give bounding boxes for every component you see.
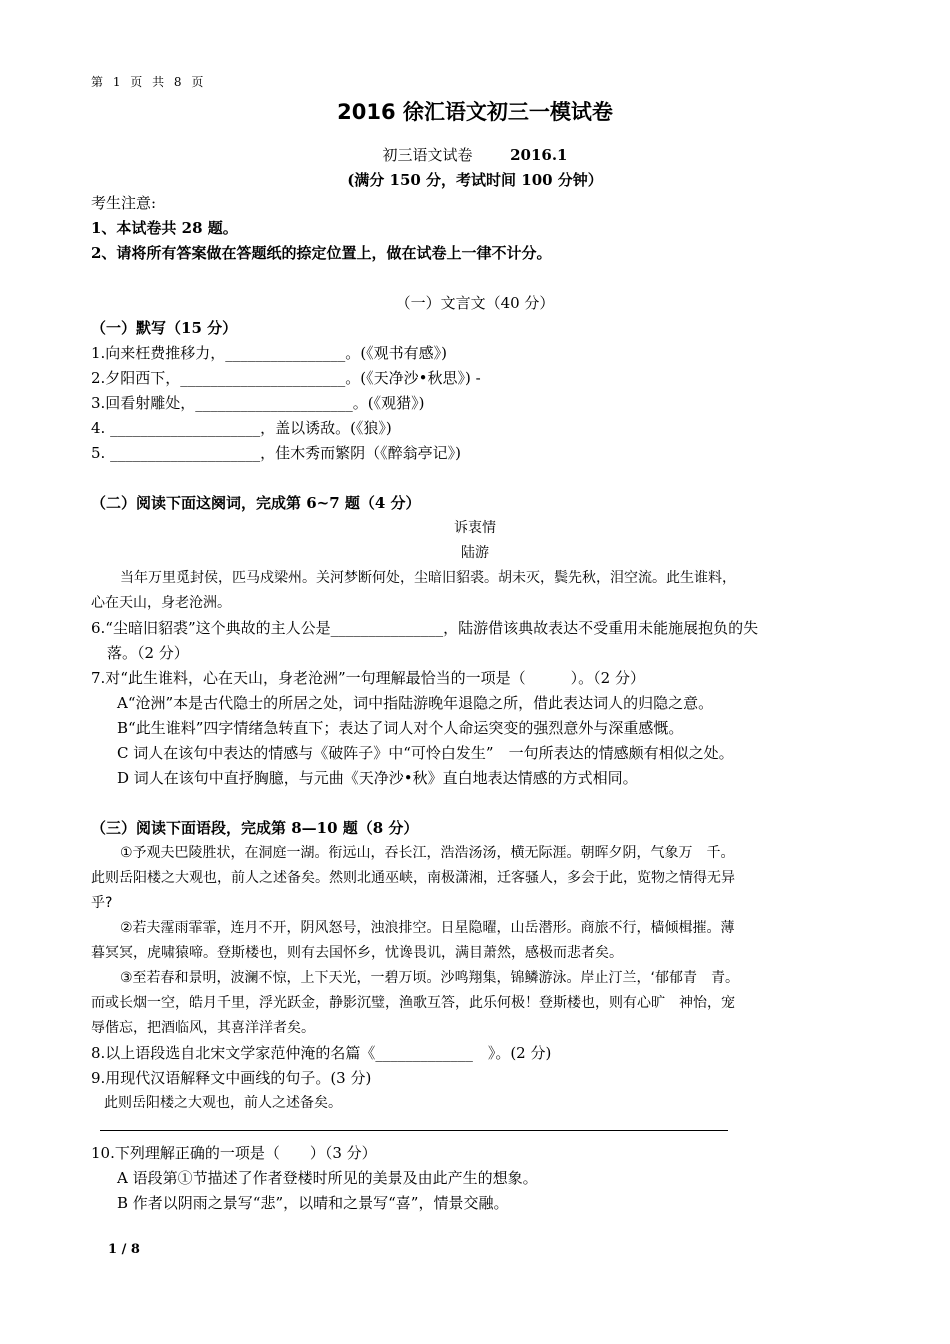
full-score: (满分 150 分，考试时间 100 分钟） xyxy=(347,171,603,189)
part-3-heading: （三）阅读下面语段，完成第 8—10 题（8 分） xyxy=(91,819,419,837)
subtitle-label: 初三语文试卷 xyxy=(382,146,473,164)
question-4: 4. ____________________，盖以诱敌。(《狼》) xyxy=(91,419,392,437)
passage-1-line-3: 乎? xyxy=(91,895,113,911)
poem-line-2: 心在天山，身老沧洲。 xyxy=(91,595,231,611)
passage-2-line-2: 暮冥冥，虎啸猿啼。登斯楼也，则有去国怀乡，忧谗畏讥，满目萧然，感极而悲者矣。 xyxy=(91,945,623,961)
exam-title: 2016 徐汇语文初三一模试卷 xyxy=(337,100,613,124)
part-1-heading: （一）默写（15 分） xyxy=(91,319,238,337)
question-7-option-d: D 词人在该句中直抒胸臆，与元曲《天净沙•秋》直白地表达情感的方式相同。 xyxy=(117,769,638,787)
answer-line xyxy=(100,1130,728,1131)
exam-subtitle xyxy=(0,145,950,165)
question-9: 9.用现代汉语解释文中画线的句子。(3 分) xyxy=(91,1069,372,1087)
section-1-title: （一）文言文（40 分） xyxy=(395,294,555,312)
question-10-option-b: B 作者以阴雨之景写“悲”，以晴和之景写“喜”，情景交融。 xyxy=(117,1194,509,1212)
question-8: 8.以上语段选自北宋文学家范仲淹的名篇《_____________ 》。(2 分) xyxy=(91,1044,552,1062)
question-7-option-b: B“此生谁料”四字情绪急转直下；表达了词人对个人命运突变的强烈意外与深重感慨。 xyxy=(117,719,684,737)
question-6-cont: 落。（2 分） xyxy=(107,644,189,662)
passage-2-line-1: ②若夫霪雨霏霏，连月不开，阴风怒号，浊浪排空。日星隐曜，山岳潜形。商旅不行，樯倾楫摧。薄 xyxy=(120,920,735,936)
passage-3-line-3: 辱偕忘，把酒临风，其喜洋洋者矣。 xyxy=(91,1020,315,1036)
question-10: 10.下列理解正确的一项是（ ）（3 分） xyxy=(91,1144,377,1162)
poem-line-1: 当年万里觅封侯，匹马戍梁州。关河梦断何处，尘暗旧貂裘。胡未灭，鬓先秋，泪空流。此生谁料， xyxy=(120,570,736,586)
poem-title: 诉衷情 xyxy=(454,520,496,536)
page-number: 1 / 8 xyxy=(108,1242,140,1257)
question-2: 2.夕阳西下，______________________。(《天净沙•秋思》) - xyxy=(91,369,481,387)
part-2-heading: （二）阅读下面这阕词，完成第 6~7 题（4 分） xyxy=(91,494,421,512)
question-10-option-a: A 语段第①节描述了作者登楼时所见的美景及由此产生的想象。 xyxy=(117,1169,538,1187)
passage-3-line-1: ③至若春和景明，波澜不惊，上下天光，一碧万顷。沙鸣翔集，锦鳞游泳。岸止汀兰，‘郁郁青 青。 xyxy=(120,970,739,986)
passage-1-line-2: 此则岳阳楼之大观也，前人之述备矣。然则北通巫峡，南极潇湘，迁客骚人，多会于此，览物之情得无异 xyxy=(91,870,735,886)
passage-1-line-1: ①予观夫巴陵胜状，在洞庭一湖。衔远山，吞长江，浩浩汤汤，横无际涯。朝晖夕阴，气象万 千。 xyxy=(120,845,735,861)
question-3: 3.回看射雕处，_____________________。(《观猎》) xyxy=(91,394,425,412)
page-header: 第 1 页 共 8 页 xyxy=(91,75,207,89)
notice-item-1: 1、本试卷共 28 题。 xyxy=(91,219,238,237)
passage-3-line-2: 而或长烟一空，皓月千里，浮光跃金，静影沉璧，渔歌互答，此乐何极！登斯楼也，则有心旷 神怡，宠 xyxy=(91,995,735,1011)
notice-item-2: 2、请将所有答案做在答题纸的捺定位置上，做在试卷上一律不计分。 xyxy=(91,244,552,262)
question-7-option-a: A“沧洲”本是古代隐士的所居之处，词中指陆游晚年退隐之所，借此表达词人的归隐之意。 xyxy=(117,694,714,712)
question-9-sentence: 此则岳阳楼之大观也，前人之述备矣。 xyxy=(104,1095,342,1111)
notice-heading: 考生注意: xyxy=(91,194,157,212)
question-7-option-c: C 词人在该句中表达的情感与《破阵子》中“可怜白发生” 一句所表达的情感颇有相似之处。 xyxy=(117,744,734,762)
question-5: 5. ____________________，佳木秀而繁阴（《醉翁亭记》) xyxy=(91,444,461,462)
question-7: 7.对“此生谁料，心在天山，身老沧洲”一句理解最恰当的一项是（ ）。（2 分） xyxy=(91,669,645,687)
subtitle-year: 2016.1 xyxy=(510,146,568,164)
question-1: 1.向来枉费推移力，________________。(《观书有感》) xyxy=(91,344,448,362)
question-6: 6.“尘暗旧貂裘”这个典故的主人公是_______________，陆游借该典故表达不受重用未能施展抱负的失 xyxy=(91,619,759,637)
poem-author: 陆游 xyxy=(461,545,489,561)
